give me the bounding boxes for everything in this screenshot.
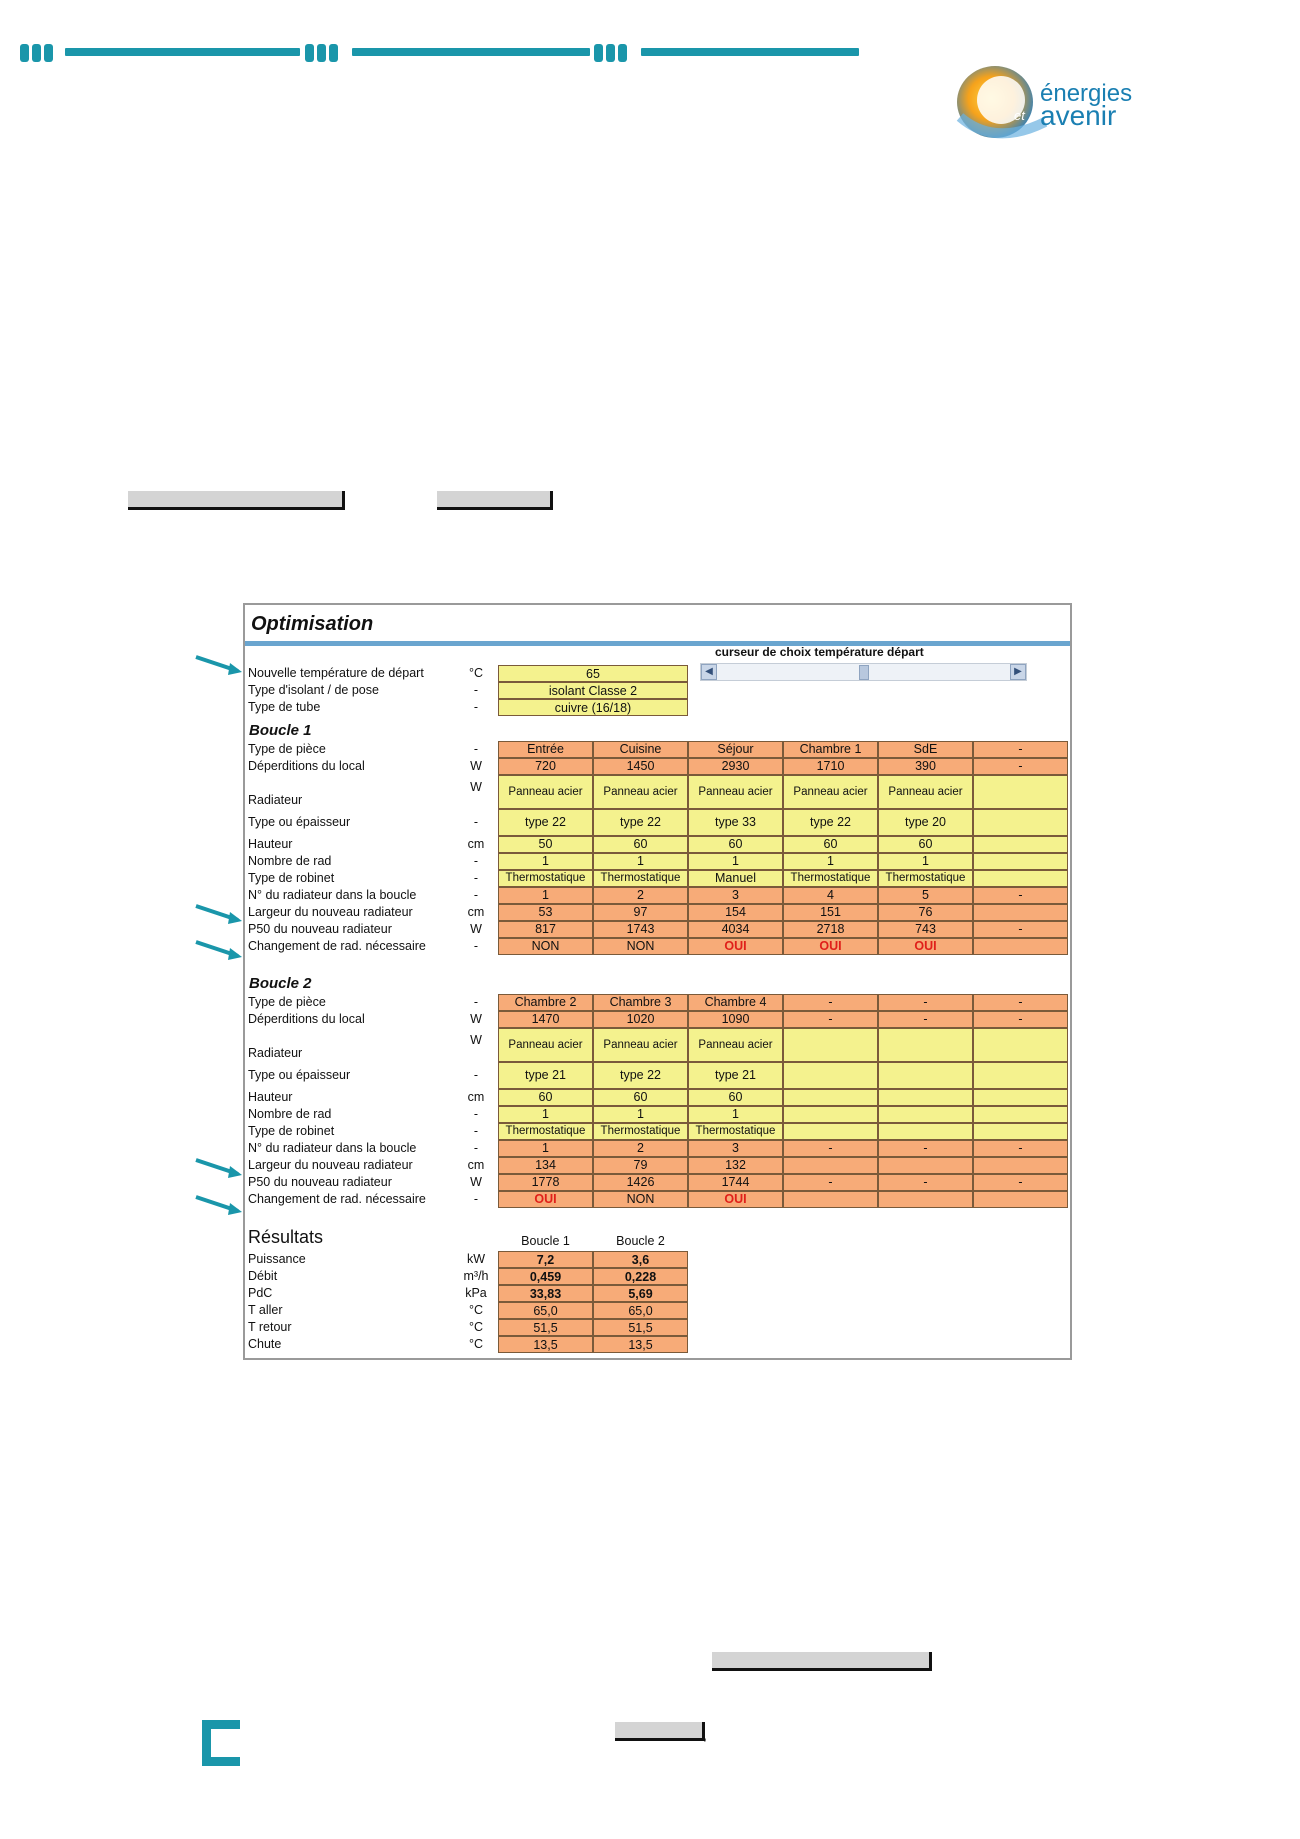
resultats-header-cell: Boucle 2 [616, 1234, 665, 1248]
row-label: N° du radiateur dans la boucle [248, 888, 417, 902]
optimisation-sheet [243, 603, 1072, 1360]
table-cell: - [783, 1011, 878, 1028]
table-cell: Entrée [498, 741, 593, 758]
table-cell[interactable]: Panneau acier [688, 775, 783, 809]
row-unit: - [473, 1141, 479, 1155]
result-cell: 0,228 [593, 1268, 688, 1285]
header-ornament-1 [20, 44, 53, 62]
row-unit: W [470, 780, 482, 794]
header-bar-2 [352, 48, 590, 56]
table-cell[interactable] [878, 1062, 973, 1089]
table-cell[interactable]: Thermostatique [498, 870, 593, 887]
row-label: Déperditions du local [248, 1012, 365, 1026]
row-label: Type ou épaisseur [248, 1068, 351, 1082]
row-unit: - [473, 888, 479, 902]
table-cell[interactable]: 50 [498, 836, 593, 853]
row-unit: - [473, 871, 479, 885]
table-cell[interactable] [783, 1028, 878, 1062]
row-unit: - [473, 683, 479, 697]
row-label: Changement de rad. nécessaire [248, 1192, 426, 1206]
table-cell: 1743 [593, 921, 688, 938]
table-cell[interactable]: type 21 [688, 1062, 783, 1089]
table-cell[interactable]: Thermostatique [688, 1123, 783, 1140]
table-cell: - [878, 1174, 973, 1191]
row-unit: kPa [465, 1286, 487, 1300]
table-cell: 1710 [783, 758, 878, 775]
table-cell [973, 904, 1068, 921]
arrow-icon [194, 902, 246, 926]
table-cell: - [973, 758, 1068, 775]
row-label: P50 du nouveau radiateur [248, 1175, 392, 1189]
slider-right-button[interactable]: ▶ [1010, 664, 1026, 680]
table-cell: 1090 [688, 1011, 783, 1028]
table-cell: - [783, 994, 878, 1011]
table-cell[interactable]: 1 [688, 1106, 783, 1123]
input-cell[interactable]: 65 [498, 665, 688, 682]
table-cell[interactable] [878, 1028, 973, 1062]
table-cell: OUI [878, 938, 973, 955]
table-cell: Chambre 4 [688, 994, 783, 1011]
row-label: Type de robinet [248, 871, 335, 885]
table-cell[interactable] [973, 809, 1068, 836]
row-unit: - [473, 1124, 479, 1138]
row-label: Chute [248, 1337, 282, 1351]
table-cell[interactable] [973, 1062, 1068, 1089]
slider-title: curseur de choix température départ [715, 645, 924, 659]
table-cell[interactable] [783, 1106, 878, 1123]
table-cell[interactable]: Panneau acier [498, 775, 593, 809]
result-cell: 13,5 [498, 1336, 593, 1353]
result-cell: 33,83 [498, 1285, 593, 1302]
table-cell: 1020 [593, 1011, 688, 1028]
table-cell: 3 [688, 1140, 783, 1157]
table-cell[interactable] [973, 1123, 1068, 1140]
table-cell: 4034 [688, 921, 783, 938]
row-unit: cm [467, 1090, 485, 1104]
table-cell[interactable] [783, 1123, 878, 1140]
table-cell[interactable] [973, 853, 1068, 870]
table-cell: 743 [878, 921, 973, 938]
row-label: Changement de rad. nécessaire [248, 939, 426, 953]
row-unit: - [473, 1107, 479, 1121]
temperature-slider[interactable] [700, 663, 1027, 681]
boucle2-title: Boucle 2 [249, 975, 312, 992]
row-unit: - [473, 1068, 479, 1082]
table-cell [878, 1191, 973, 1208]
row-label: Radiateur [248, 1046, 303, 1060]
table-cell [783, 1157, 878, 1174]
row-unit: W [470, 1033, 482, 1047]
slider-thumb[interactable] [859, 665, 869, 680]
table-cell[interactable]: type 22 [593, 1062, 688, 1089]
table-cell[interactable] [973, 1089, 1068, 1106]
row-label: Type d'isolant / de pose [248, 683, 379, 697]
row-unit: - [473, 1192, 479, 1206]
input-cell[interactable]: isolant Classe 2 [498, 682, 688, 699]
table-cell[interactable]: 1 [878, 853, 973, 870]
table-cell: - [973, 921, 1068, 938]
table-cell: - [878, 1011, 973, 1028]
table-cell[interactable]: 60 [593, 836, 688, 853]
table-cell [973, 938, 1068, 955]
arrow-icon [194, 938, 246, 962]
table-cell: 132 [688, 1157, 783, 1174]
table-cell[interactable]: Panneau acier [593, 1028, 688, 1062]
table-cell[interactable] [878, 1106, 973, 1123]
table-cell [783, 1191, 878, 1208]
redacted-text-4 [615, 1722, 705, 1741]
table-cell: OUI [498, 1191, 593, 1208]
row-unit: cm [467, 837, 485, 851]
row-label: Largeur du nouveau radiateur [248, 1158, 413, 1172]
redacted-text-3 [712, 1652, 932, 1671]
table-cell: 3 [688, 887, 783, 904]
table-cell: - [973, 741, 1068, 758]
row-unit: W [470, 759, 482, 773]
table-cell[interactable] [878, 1123, 973, 1140]
table-cell[interactable] [783, 1062, 878, 1089]
table-cell: OUI [783, 938, 878, 955]
table-cell[interactable]: Thermostatique [593, 870, 688, 887]
sheet-divider [245, 641, 1070, 646]
table-cell[interactable]: Panneau acier [498, 1028, 593, 1062]
table-cell[interactable]: Panneau acier [783, 775, 878, 809]
boucle1-title: Boucle 1 [249, 722, 312, 739]
result-cell: 7,2 [498, 1251, 593, 1268]
table-cell[interactable]: Panneau acier [878, 775, 973, 809]
table-cell: SdE [878, 741, 973, 758]
result-cell: 5,69 [593, 1285, 688, 1302]
table-cell[interactable]: Thermostatique [593, 1123, 688, 1140]
table-cell: 79 [593, 1157, 688, 1174]
result-cell: 65,0 [498, 1302, 593, 1319]
table-cell: OUI [688, 938, 783, 955]
table-cell[interactable]: 1 [593, 853, 688, 870]
table-cell: 151 [783, 904, 878, 921]
row-label: Hauteur [248, 837, 293, 851]
row-unit: W [470, 922, 482, 936]
table-cell[interactable]: 1 [593, 1106, 688, 1123]
table-cell[interactable]: 60 [688, 836, 783, 853]
table-cell: 53 [498, 904, 593, 921]
row-label: Puissance [248, 1252, 306, 1266]
redacted-text-1 [128, 491, 345, 510]
row-label: Nombre de rad [248, 1107, 332, 1121]
table-cell[interactable]: type 21 [498, 1062, 593, 1089]
table-cell: 154 [688, 904, 783, 921]
row-label: T retour [248, 1320, 292, 1334]
row-label: Nouvelle température de départ [248, 666, 424, 680]
table-cell[interactable]: 1 [498, 1106, 593, 1123]
row-label: T aller [248, 1303, 283, 1317]
table-cell: NON [593, 938, 688, 955]
table-cell[interactable] [973, 836, 1068, 853]
table-cell: - [783, 1174, 878, 1191]
table-cell[interactable]: 60 [593, 1089, 688, 1106]
redacted-text-2 [437, 491, 553, 510]
table-cell: 97 [593, 904, 688, 921]
table-cell: - [973, 1174, 1068, 1191]
table-cell: - [973, 887, 1068, 904]
table-cell[interactable] [973, 775, 1068, 809]
table-cell[interactable] [973, 1028, 1068, 1062]
table-cell[interactable]: Thermostatique [878, 870, 973, 887]
table-cell: 4 [783, 887, 878, 904]
table-cell: Chambre 3 [593, 994, 688, 1011]
table-cell: 2718 [783, 921, 878, 938]
table-cell: 1744 [688, 1174, 783, 1191]
row-unit: - [473, 939, 479, 953]
table-cell: NON [593, 1191, 688, 1208]
row-unit: °C [468, 1337, 484, 1351]
table-cell[interactable]: 60 [878, 836, 973, 853]
table-cell: 1426 [593, 1174, 688, 1191]
table-cell[interactable]: Thermostatique [498, 1123, 593, 1140]
row-label: N° du radiateur dans la boucle [248, 1141, 417, 1155]
table-cell[interactable]: Panneau acier [593, 775, 688, 809]
table-cell: 720 [498, 758, 593, 775]
footer-comma: , [703, 1727, 707, 1743]
slider-left-button[interactable]: ◀ [701, 664, 717, 680]
table-cell[interactable]: 60 [498, 1089, 593, 1106]
table-cell [973, 1157, 1068, 1174]
header-ornament-2 [305, 44, 338, 62]
row-unit: - [473, 700, 479, 714]
table-cell: 817 [498, 921, 593, 938]
table-cell: 134 [498, 1157, 593, 1174]
header-bar-1 [65, 48, 300, 56]
row-unit: W [470, 1175, 482, 1189]
row-label: Type de pièce [248, 995, 326, 1009]
table-cell[interactable] [973, 870, 1068, 887]
table-cell: - [973, 994, 1068, 1011]
result-cell: 65,0 [593, 1302, 688, 1319]
row-unit: °C [468, 1320, 484, 1334]
row-label: Hauteur [248, 1090, 293, 1104]
table-cell: - [783, 1140, 878, 1157]
table-cell[interactable]: 1 [688, 853, 783, 870]
result-cell: 13,5 [593, 1336, 688, 1353]
table-cell: - [878, 994, 973, 1011]
table-cell: NON [498, 938, 593, 955]
row-label: Type de robinet [248, 1124, 335, 1138]
row-unit: kW [466, 1252, 486, 1266]
table-cell[interactable]: 1 [498, 853, 593, 870]
row-label: PdC [248, 1286, 273, 1300]
table-cell: 1 [498, 887, 593, 904]
table-cell[interactable]: 60 [688, 1089, 783, 1106]
table-cell: 5 [878, 887, 973, 904]
page-corner-mark [202, 1720, 240, 1766]
input-cell[interactable]: cuivre (16/18) [498, 699, 688, 716]
logo-word-et: et [1014, 108, 1025, 123]
table-cell [973, 1191, 1068, 1208]
row-label: Type ou épaisseur [248, 815, 351, 829]
row-label: Débit [248, 1269, 278, 1283]
header-ornament-3 [594, 44, 627, 62]
table-cell: - [973, 1011, 1068, 1028]
table-cell[interactable] [783, 1089, 878, 1106]
table-cell: 390 [878, 758, 973, 775]
table-cell[interactable]: type 33 [688, 809, 783, 836]
table-cell[interactable]: Manuel [688, 870, 783, 887]
table-cell: - [973, 1140, 1068, 1157]
arrow-icon [194, 1193, 246, 1217]
row-label: Type de tube [248, 700, 321, 714]
table-cell[interactable] [878, 1089, 973, 1106]
table-cell: Séjour [688, 741, 783, 758]
row-unit: - [473, 995, 479, 1009]
table-cell: Chambre 1 [783, 741, 878, 758]
table-cell[interactable] [973, 1106, 1068, 1123]
table-cell: 2 [593, 887, 688, 904]
row-unit: cm [467, 1158, 485, 1172]
resultats-header-cell: Boucle 1 [521, 1234, 570, 1248]
result-cell: 51,5 [593, 1319, 688, 1336]
table-cell[interactable]: type 22 [783, 809, 878, 836]
row-label: Nombre de rad [248, 854, 332, 868]
table-cell[interactable]: type 20 [878, 809, 973, 836]
table-cell[interactable]: 1 [783, 853, 878, 870]
table-cell[interactable]: 60 [783, 836, 878, 853]
logo-word-energies: énergies [1040, 80, 1133, 107]
row-unit: W [470, 1012, 482, 1026]
table-cell: 2930 [688, 758, 783, 775]
table-cell: 1470 [498, 1011, 593, 1028]
table-cell[interactable]: Panneau acier [688, 1028, 783, 1062]
table-cell: Cuisine [593, 741, 688, 758]
row-unit: m³/h [463, 1269, 489, 1283]
row-unit: - [473, 815, 479, 829]
arrow-icon [194, 653, 246, 677]
table-cell: 76 [878, 904, 973, 921]
row-label: Largeur du nouveau radiateur [248, 905, 413, 919]
row-unit: - [473, 742, 479, 756]
row-label: Déperditions du local [248, 759, 365, 773]
sheet-title: Optimisation [251, 613, 374, 635]
table-cell[interactable]: type 22 [498, 809, 593, 836]
table-cell: 1 [498, 1140, 593, 1157]
row-label: Type de pièce [248, 742, 326, 756]
result-cell: 51,5 [498, 1319, 593, 1336]
resultats-title: Résultats [248, 1227, 324, 1247]
table-cell [878, 1157, 973, 1174]
row-unit: cm [467, 905, 485, 919]
table-cell: 2 [593, 1140, 688, 1157]
logo-word-avenir: avenir [1040, 100, 1117, 131]
row-unit: °C [468, 1303, 484, 1317]
header-bar-3 [641, 48, 859, 56]
row-label: P50 du nouveau radiateur [248, 922, 392, 936]
result-cell: 0,459 [498, 1268, 593, 1285]
row-unit: °C [468, 666, 484, 680]
table-cell[interactable]: type 22 [593, 809, 688, 836]
table-cell: - [878, 1140, 973, 1157]
table-cell: 1778 [498, 1174, 593, 1191]
table-cell: 1450 [593, 758, 688, 775]
table-cell[interactable]: Thermostatique [783, 870, 878, 887]
table-cell: Chambre 2 [498, 994, 593, 1011]
arrow-icon [194, 1156, 246, 1180]
result-cell: 3,6 [593, 1251, 688, 1268]
row-unit: - [473, 854, 479, 868]
table-cell: OUI [688, 1191, 783, 1208]
row-label: Radiateur [248, 793, 303, 807]
